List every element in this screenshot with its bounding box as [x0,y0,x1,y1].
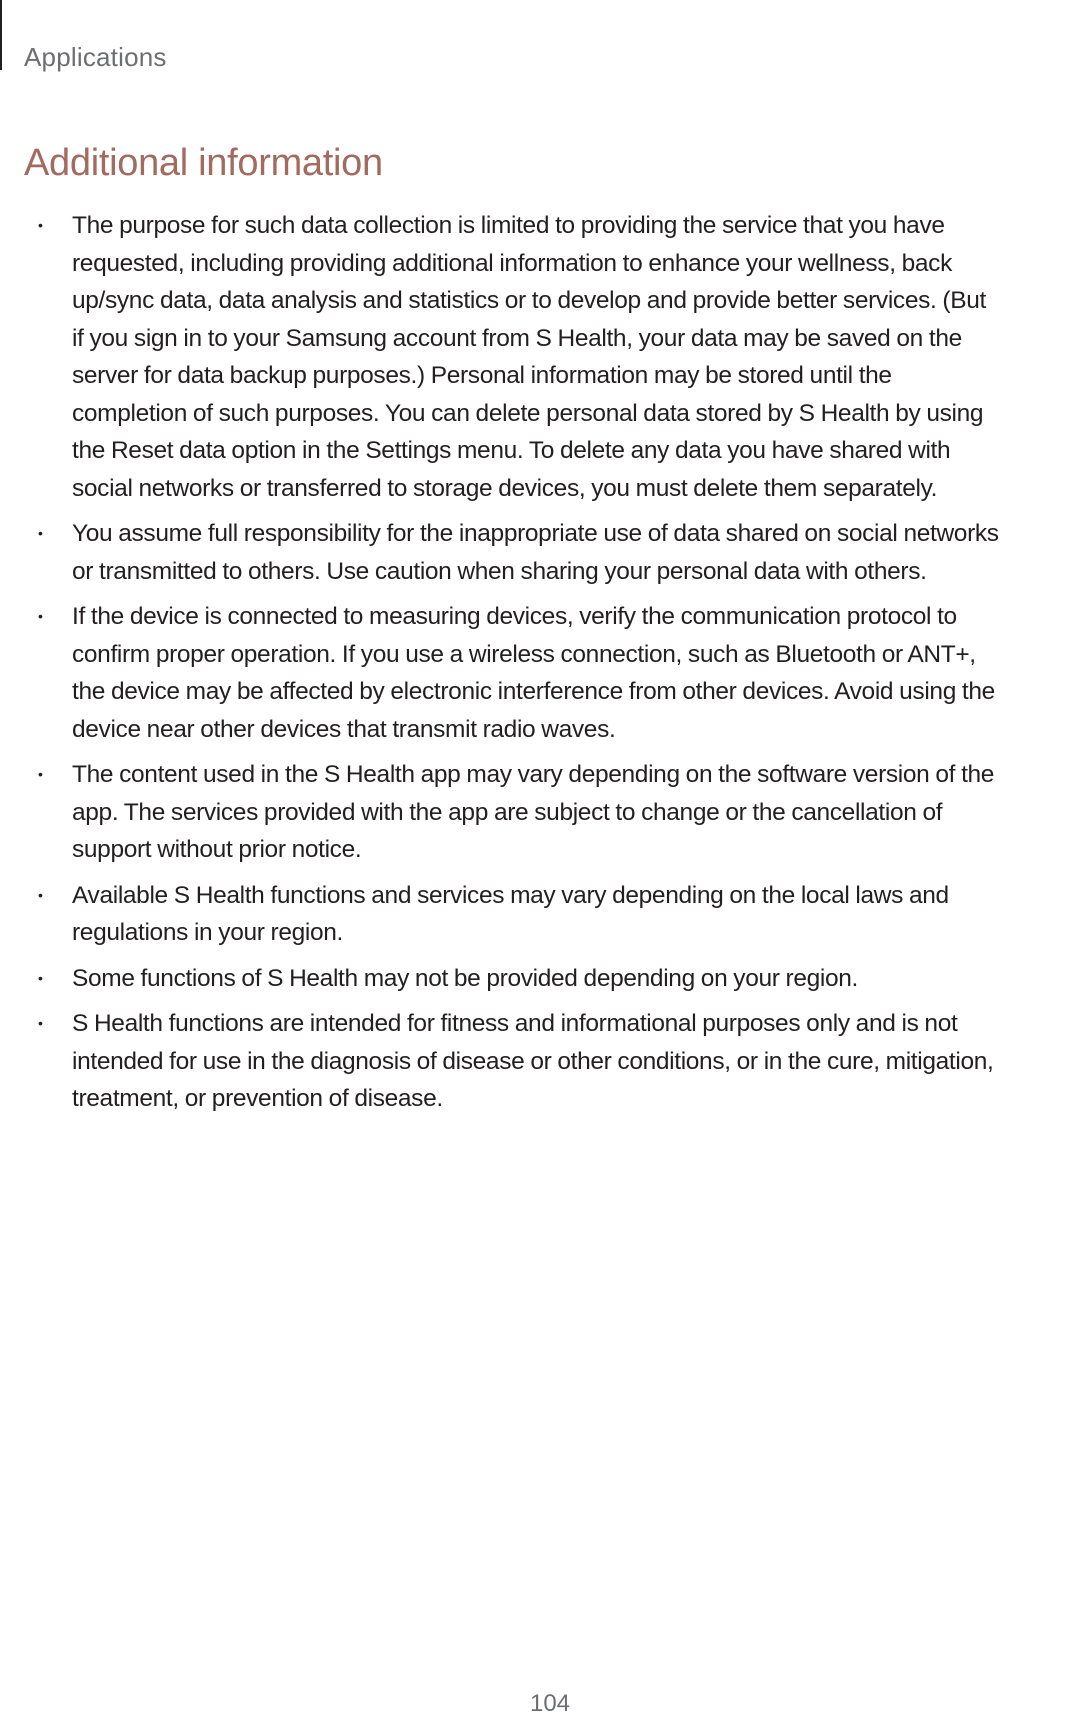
list-item [0,877,999,952]
corner-rule [0,0,2,70]
list-item-text: Available S Health functions and services may vary depending on the local laws and regulations in your region. [72,881,949,946]
list-item-text: You assume full responsibility for the inappropriate use of data shared on social networks or transmitted to others. Use caution when sharing your personal data with others. [72,520,999,585]
page-number: 104 [529,1690,571,1717]
list-item [0,515,999,590]
list-item [0,960,999,998]
bullet-dot-icon: • [38,766,43,782]
bullet-dot-icon: • [38,608,43,624]
list-item-text: Some functions of S Health may not be provided depending on your region. [72,964,858,992]
list-item [0,598,999,748]
bullet-dot-icon: • [38,969,43,986]
list-item-text: S Health functions are intended for fitness and informational purposes only and is not intended for use in the diagnosis of disease or other conditions, or in the cure, mitigation, treatment, or prevention of disease. [72,1010,994,1112]
bullet-dot-icon: • [38,1015,43,1031]
section-label: Applications [24,42,167,72]
bullet-list [0,207,1071,1126]
bullet-dot-icon: • [38,886,43,903]
page-title: Additional information [24,142,383,184]
list-item-text: The purpose for such data collection is limited to providing the service that you have requested, including providing additional information to enhance your wellness, back up/sync data, data analysis and statistics or to develop and provide better services. (But if you sign in to your Samsung account from S Health, your data may be saved on the server for data backup purposes.) Personal information may be stored until the completion of such purposes. You can delete personal data stored by S Health by using the Reset data option in the Settings menu. To delete any data you have shared with social networks or transferred to storage devices, you must delete them separately. [72,212,986,502]
list-item [0,1005,999,1118]
list-item [0,756,999,869]
bullet-dot-icon: • [38,525,43,541]
list-item-text: If the device is connected to measuring devices, verify the communication protocol to confirm proper operation. If you use a wireless connection, such as Bluetooth or ANT+, the device may be affected by electronic interference from other devices. Avoid using the device near other devices that transmit radio waves. [72,603,995,743]
list-item-text: The content used in the S Health app may vary depending on the software version of the app. The services provided with the app are subject to change or the cancellation of support without prior notice. [72,761,995,863]
list-item [0,207,999,507]
bullet-dot-icon: • [38,217,43,233]
